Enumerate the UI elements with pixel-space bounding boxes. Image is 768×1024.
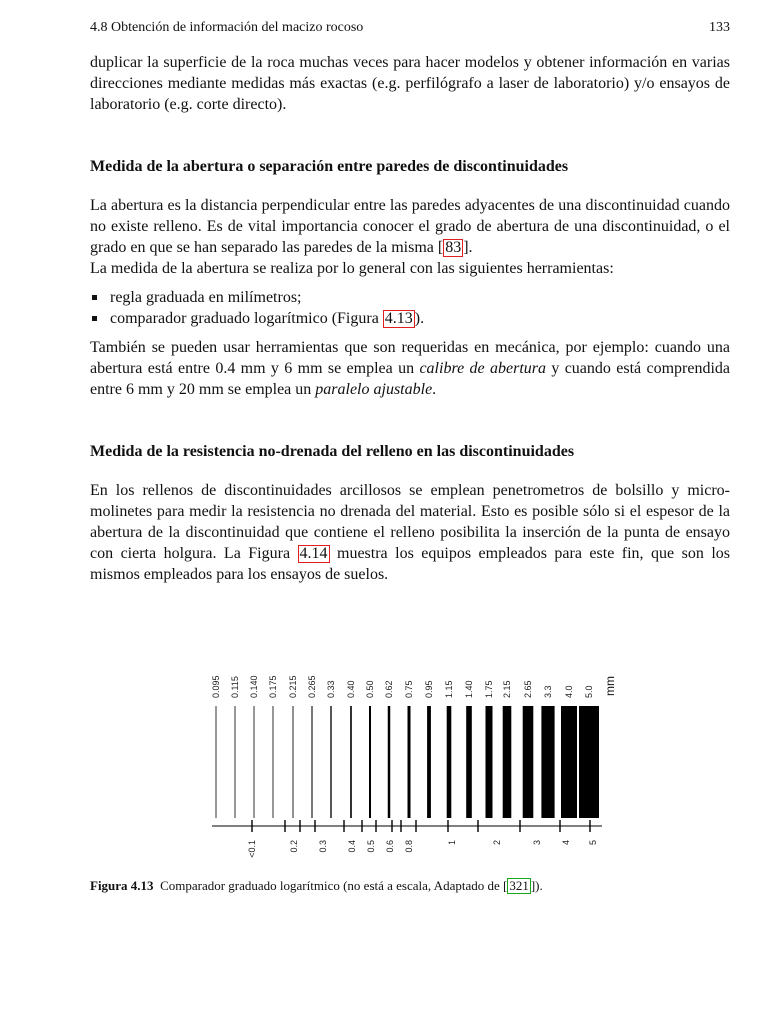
bar-label: 1.40 [464,680,474,698]
bar-label: 0.095 [211,675,221,698]
section1-p1-text-a: La abertura es la distancia perpendicular entre las paredes adyacentes de una discontinuidad cuando no existe relleno. Es de vital importancia conocer el grado de abertura de una discontinuidad, o el grado en que se han separado las paredes de la misma [ [90,197,730,256]
bar-label: 4.0 [564,685,574,698]
bar-label: 2.65 [523,680,533,698]
bar-label: 0.115 [230,676,240,698]
scale-label: 0.6 [385,840,395,853]
gauge-bar [350,706,352,818]
gauge-bar [503,706,512,818]
scale-label: 3 [532,840,542,846]
header-section-title: 4.8 Obtención de información del macizo rocoso [90,20,364,35]
list-item-text: comparador graduado logarítmico (Figura [110,310,383,327]
bar-label: 0.95 [424,680,434,698]
bar-label: 0.50 [365,680,375,698]
bar-label: 1.15 [444,680,454,698]
citation-321-link[interactable]: 321 [509,878,529,893]
list-item [90,287,730,308]
log-comparator-figure [204,658,624,868]
gauge-bar [330,706,331,818]
bar-label: 0.175 [268,675,278,698]
figure-caption [90,878,730,894]
scale-label: 4 [561,840,571,846]
page-body [90,52,730,585]
scale-label: 0.4 [347,840,357,853]
paralelo-term: paralelo ajustable [315,381,433,398]
bar-label: 0.62 [384,680,394,698]
gauge-bar [523,706,534,818]
bar-label: 3.3 [543,685,553,698]
gauge-bar [273,706,274,818]
caption-text-b: ]). [530,878,543,893]
bar-label: 0.40 [346,680,356,698]
bar-label: 0.215 [288,675,298,698]
bar-label: 0.33 [326,680,336,698]
gauge-bar [311,706,312,818]
gauge-bar [541,706,554,818]
list-item-text: regla graduada en milímetros; [110,289,302,306]
tool-list [90,287,730,329]
gauge-bar [579,706,599,818]
running-header [90,20,730,36]
section1-paragraph1 [90,195,730,258]
header-page-number: 133 [709,20,730,35]
bar-label: 1.75 [484,680,494,698]
gauge-bar [561,706,577,818]
scale-label: 0.8 [404,840,414,853]
bar-label: 5.0 [584,685,594,698]
section1-p1-text-b: ]. [463,239,473,256]
gauge-bar [427,706,431,818]
section1-heading: Medida de la abertura o separación entre paredes de discontinuidades [90,158,569,175]
scale-label: 0.3 [318,840,328,853]
scale-label: 1 [447,840,457,846]
list-item [90,308,730,329]
section1-paragraph2: La medida de la abertura se realiza por lo general con las siguientes herramientas: [90,260,614,277]
bar-label: 0.265 [307,675,317,698]
gauge-bar [466,706,472,818]
section2-p1-text-a: En los rellenos de discontinuidades arcillosos se emplean penetrometros de bolsillo y micro-molinetes para medir la resistencia no drenada del material. Esto es posible sólo si el espesor de la abertura de la discontinuidad que contiene el relleno posibilita la inserción de la punta de ensayo con cierta holgura. La Figura [90,482,730,562]
bar-label: 2.15 [502,680,512,698]
gauge-bar [293,706,294,818]
bullet-square-icon [92,316,97,321]
section1-p3-text-b: y cuando está comprendida entre 6 mm y 20 mm se emplea un [90,360,731,398]
gauge-bar [235,706,236,818]
section2-heading: Medida de la resistencia no-drenada del relleno en las discontinuidades [90,443,575,460]
list-item-text-end: ). [414,310,425,327]
figure-4-13-link[interactable]: 4.13 [384,310,413,327]
scale-label: 0.2 [289,840,299,853]
section1-paragraph3 [90,337,730,400]
bar-label: 0.140 [249,675,259,698]
section2-paragraph1 [90,480,730,585]
gauge-bar [388,706,390,818]
intro-paragraph: duplicar la superficie de la roca muchas veces para hacer modelos y obtener información en varias direcciones mediante medidas más exactas (e.g. perfilógrafo a laser de laboratorio) y/o ensayos de laboratorio (e.g. corte directo). [90,54,730,113]
scale-label: 5 [588,840,598,846]
figure-4-14-link[interactable]: 4.14 [299,545,328,562]
unit-label: mm [603,676,617,696]
calibre-term: calibre de abertura [419,360,546,377]
gauge-bar [369,706,371,818]
citation-83-link[interactable]: 83 [445,239,462,256]
gauge-bar [254,706,255,818]
section1-p3-text-a: También se pueden usar herramientas que son requeridas en mecánica, por ejemplo: cuando una abertura está entre 0.4 mm y 6 mm se emplea un [90,339,730,377]
log-comparator-svg [204,658,624,868]
scale-label: <0.1 [247,840,257,858]
gauge-bar [408,706,411,818]
bar-label: 0.75 [404,680,414,698]
section1-p3-text-c: . [432,381,437,398]
gauge-bar [447,706,452,818]
gauge-bar [216,706,217,818]
bullet-square-icon [92,295,97,300]
scale-label: 0.5 [366,840,376,853]
scale-label: 2 [492,840,502,846]
section2-p1-text-b: muestra los equipos empleados para este fin, que son los mismos empleados para los ensayos de suelos. [90,545,730,583]
gauge-bar [486,706,493,818]
caption-label: Figura 4.13 [90,878,154,893]
caption-text-a: Comparador graduado logarítmico (no está a escala, Adaptado de [ [153,878,508,893]
